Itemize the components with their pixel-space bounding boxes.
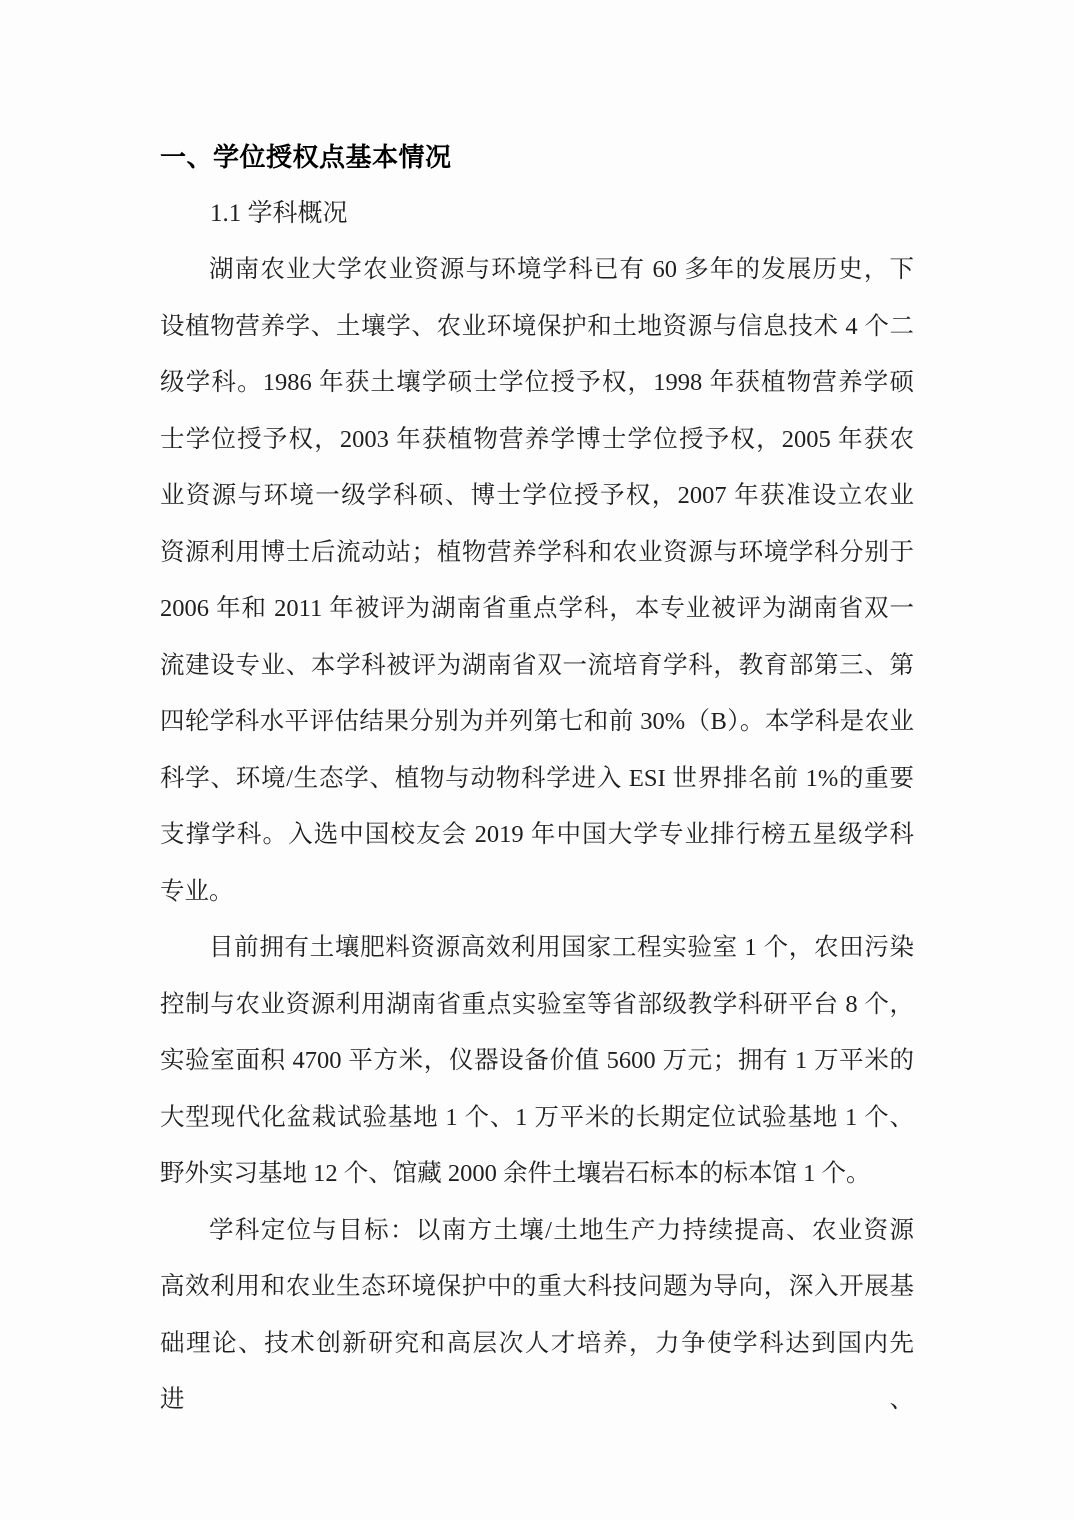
- paragraph-1-line-7: 2006 年和 2011 年被评为湖南省重点学科，本专业被评为湖南省双一: [160, 595, 914, 622]
- paragraph-2-line-5: 野外实习基地 12 个、馆藏 2000 余件土壤岩石标本的标本馆 1 个。: [160, 1160, 871, 1187]
- paragraph-2-line-4: 大型现代化盆栽试验基地 1 个、1 万平米的长期定位试验基地 1 个、: [160, 1103, 914, 1131]
- subsection-heading: 1.1 学科概况: [210, 199, 348, 227]
- paragraph-1: [160, 242, 914, 920]
- paragraph-1-line-3: 级学科。1986 年获土壤学硕士学位授予权，1998 年获植物营养学硕: [160, 369, 914, 396]
- paragraph-3-line-2: 高效利用和农业生态环境保护中的重大科技问题为导向，深入开展基: [160, 1273, 914, 1300]
- paragraph-3-line-3: 础理论、技术创新研究和高层次人才培养，力争使学科达到国内先进、: [160, 1329, 914, 1413]
- paragraph-2: [160, 920, 914, 1203]
- paragraph-2-line-1: 目前拥有土壤肥料资源高效利用国家工程实验室 1 个，农田污染: [209, 934, 914, 961]
- paragraph-2-line-2: 控制与农业资源利用湖南省重点实验室等省部级教学科研平台 8 个，: [160, 990, 914, 1018]
- document-body: [160, 242, 914, 1429]
- paragraph-1-line-10: 科学、环境/生态学、植物与动物科学进入 ESI 世界排名前 1%的重要: [160, 764, 914, 792]
- paragraph-1-line-1: 湖南农业大学农业资源与环境学科已有 60 多年的发展历史，下: [209, 256, 914, 283]
- paragraph-1-line-11: 支撑学科。入选中国校友会 2019 年中国大学专业排行榜五星级学科: [160, 821, 914, 848]
- paragraph-3-line-1: 学科定位与目标：以南方土壤/土地生产力持续提高、农业资源: [209, 1216, 914, 1244]
- paragraph-1-line-8: 流建设专业、本学科被评为湖南省双一流培育学科，教育部第三、第: [160, 651, 914, 679]
- paragraph-1-line-6: 资源利用博士后流动站；植物营养学科和农业资源与环境学科分别于: [160, 538, 914, 566]
- paragraph-2-line-3: 实验室面积 4700 平方米，仪器设备价值 5600 万元；拥有 1 万平米的: [160, 1047, 914, 1074]
- paragraph-1-line-4: 士学位授予权，2003 年获植物营养学博士学位授予权，2005 年获农: [160, 425, 914, 453]
- paragraph-3: [160, 1203, 914, 1429]
- paragraph-1-line-5: 业资源与环境一级学科硕、博士学位授予权，2007 年获准设立农业: [160, 482, 914, 509]
- section-heading: 一、学位授权点基本情况: [160, 142, 452, 172]
- paragraph-1-line-12: 专业。: [160, 877, 234, 905]
- paragraph-1-line-2: 设植物营养学、土壤学、农业环境保护和土地资源与信息技术 4 个二: [160, 312, 914, 340]
- paragraph-1-line-9: 四轮学科水平评估结果分别为并列第七和前 30%（B）。本学科是农业: [160, 708, 914, 735]
